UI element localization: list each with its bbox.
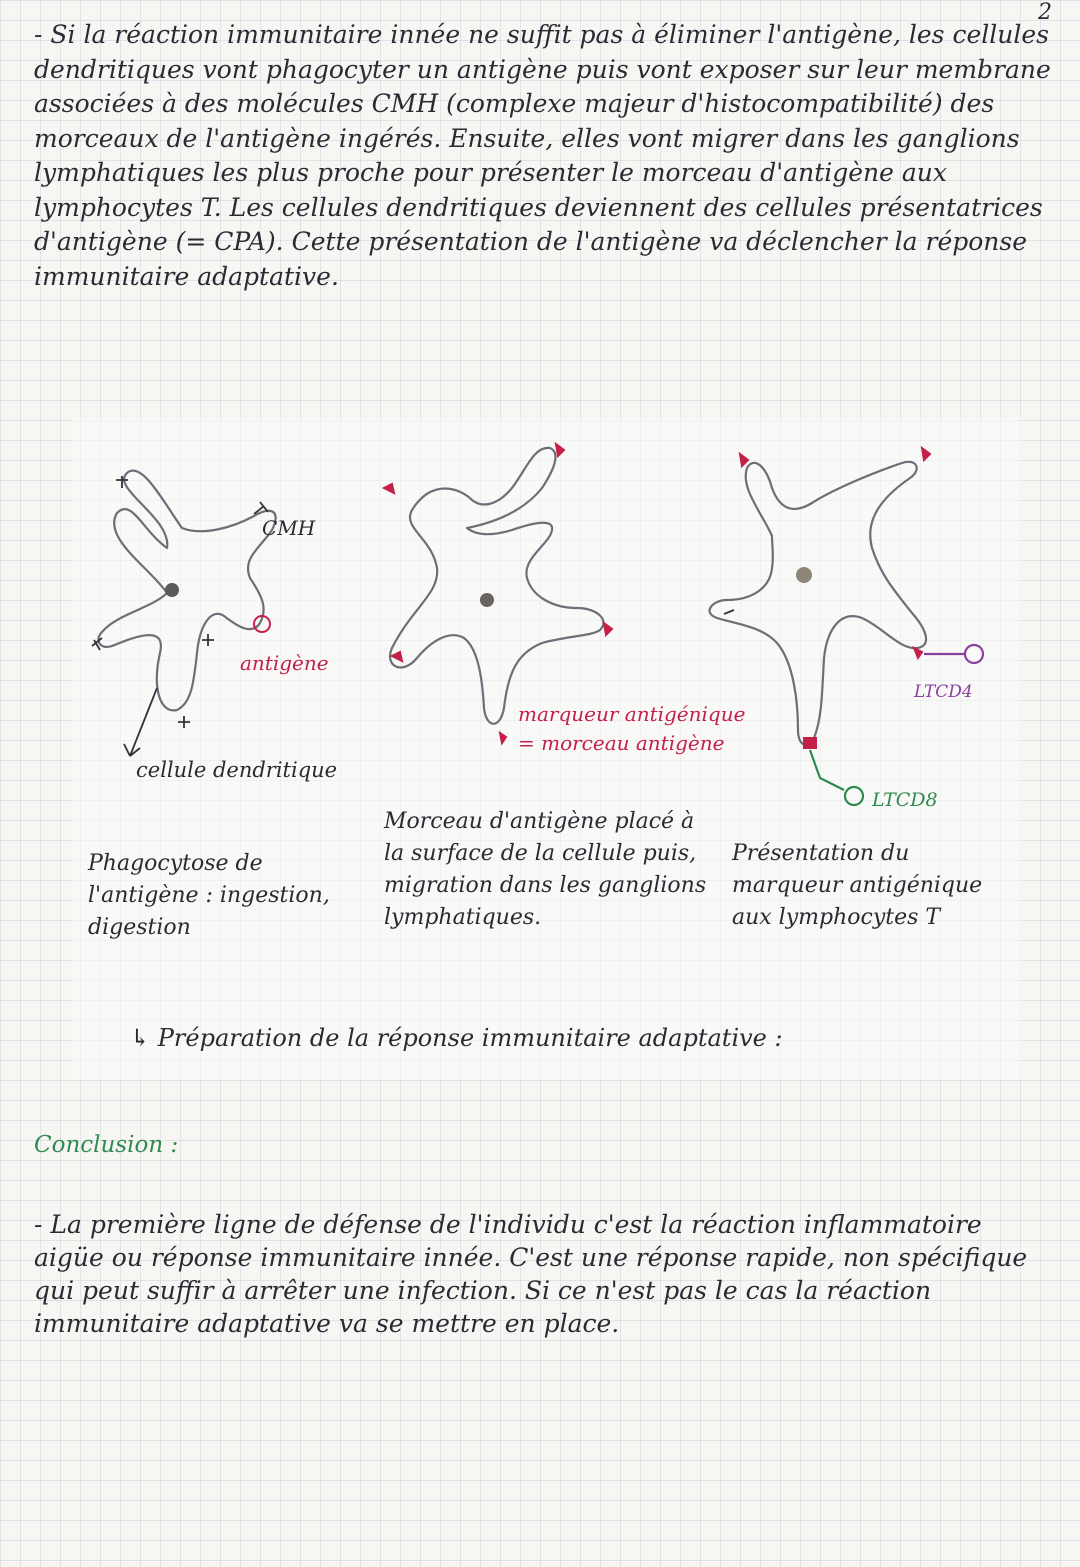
ltcd4-cell	[965, 645, 983, 663]
cmh-receptor	[724, 610, 734, 614]
label-cmh: CMH	[262, 516, 316, 540]
nucleus-3	[796, 567, 812, 583]
ltcd8-link	[810, 750, 844, 790]
page-number: 2	[1038, 0, 1052, 25]
label-ltcd8: LTCD8	[872, 789, 938, 811]
arrow-icon: ↳	[130, 1024, 151, 1052]
cmh-receptor	[178, 716, 190, 728]
nucleus-2	[480, 593, 494, 607]
pointer-arrow	[124, 688, 157, 756]
summary-text: Préparation de la réponse immunitaire adaptative :	[157, 1024, 783, 1052]
antigen-marker	[392, 652, 402, 661]
caption-step-1: Phagocytose de l'antigène : ingestion, digestion	[88, 851, 330, 940]
antigen-marker	[500, 733, 506, 743]
summary-line	[130, 1022, 1010, 1054]
caption-step-3: Présentation du marqueur antigénique aux lymphocytes T	[732, 841, 983, 930]
label-cellule-dendritique: cellule dendritique	[136, 758, 338, 782]
nucleus-1	[165, 583, 179, 597]
antigen-marker	[556, 444, 564, 456]
conclusion-paragraph: - La première ligne de défense de l'individu c'est la réaction inflammatoire aigüe ou réponse immunitaire innée. C'est une réponse rapide, non spécifique qui peut suffir à arrêter une infection. Si ce n'est pas le cas la réaction immunitaire adaptative va se mettre en place.	[34, 1210, 1028, 1338]
ltcd8-cell	[845, 787, 863, 805]
antigen-marker	[604, 623, 612, 635]
caption-step-2: Morceau d'antigène placé à la surface de la cellule puis, migration dans les ganglions lymphatiques.	[384, 809, 707, 930]
conclusion-title: Conclusion :	[34, 1132, 179, 1158]
label-ltcd4: LTCD4	[914, 682, 973, 702]
diagram-panel	[72, 418, 1022, 1080]
antigen-marker	[740, 454, 748, 466]
label-antigene: antigène	[240, 651, 329, 675]
cmh-receptor	[202, 634, 214, 646]
antigen-marker	[804, 738, 816, 748]
dendritic-cell-2	[390, 448, 603, 724]
antigen-marker	[384, 484, 394, 493]
antigen-marker	[914, 648, 922, 658]
intro-paragraph: - Si la réaction immunitaire innée ne suffit pas à éliminer l'antigène, les cellules dendritiques vont phagocyter un antigène puis vont exposer sur leur membrane associées à des molécules CMH (complexe majeur d'histocompatibilité) des morceaux de l'antigène ingérés. Ensuite, elles vont migrer dans les ganglions lymphatiques les plus proche pour présenter le morceau d'antigène aux lymphocytes T. Les cellules dendritiques deviennent des cellules présentatrices d'antigène (= CPA). Cette présentation de l'antigène va déclencher la réponse immunitaire adaptative.	[34, 20, 1051, 291]
label-marqueur-antigenique: marqueur antigénique = morceau antigène	[518, 702, 746, 755]
antigen-marker	[922, 448, 930, 460]
